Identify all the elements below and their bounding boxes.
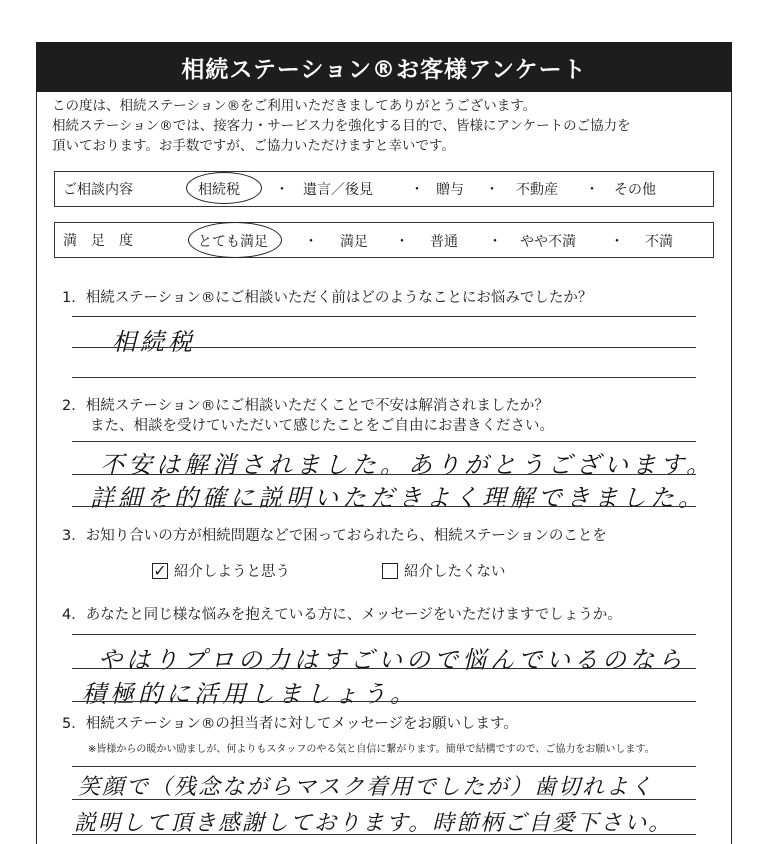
consultation-option-other[interactable]: その他 bbox=[614, 182, 656, 198]
answer-4-line-2: 積極的に活用しましょう。 bbox=[82, 680, 418, 708]
question-2-sub: また、相談を受けていただいて感じたことをご自由にお書きください。 bbox=[90, 418, 554, 434]
satisfaction-option-somewhat-dissatisfied[interactable]: やや不満 bbox=[520, 234, 576, 250]
question-5-note: ※皆様からの暖かい励ましが、何よりもスタッフのやる気と自信に繋がります。簡単で結構ですので、ご協力をお願いします。 bbox=[88, 744, 655, 755]
satisfaction-option-very-satisfied[interactable]: とても満足 bbox=[198, 234, 268, 250]
answer-line bbox=[72, 377, 696, 378]
consultation-option-inheritance-tax[interactable]: 相続税 bbox=[198, 182, 240, 198]
intro-text bbox=[52, 96, 722, 156]
question-3: 3．お知り合いの方が相続問題などで困っておられたら、相続ステーションのことを bbox=[62, 528, 607, 544]
separator-dot: ・ bbox=[488, 234, 502, 250]
intro-line-3: 頂いております。お手数ですが、ご協力いただけますと幸いです。 bbox=[52, 138, 455, 154]
answer-4-line-1: やはりプロの力はすごいので悩んでいるのなら bbox=[98, 646, 686, 674]
separator-dot: ・ bbox=[610, 234, 624, 250]
answer-line bbox=[72, 799, 696, 800]
question-2: 2．相続ステーション®にご相談いただくことで不安は解消されましたか？ bbox=[62, 398, 549, 414]
answer-line bbox=[72, 668, 696, 669]
satisfaction-option-satisfied[interactable]: 満足 bbox=[340, 234, 368, 250]
separator-dot: ・ bbox=[585, 182, 599, 198]
intro-line-1: この度は、相続ステーション®をご利用いただきましてありがとうございます。 bbox=[52, 98, 537, 114]
answer-line bbox=[72, 347, 696, 348]
answer-line bbox=[72, 834, 696, 835]
satisfaction-option-dissatisfied[interactable]: 不満 bbox=[645, 234, 673, 250]
consultation-option-will[interactable]: 遺言／後見 bbox=[303, 182, 373, 198]
answer-5-line-1: 笑顔で（残念ながらマスク着用でしたが）歯切れよく bbox=[78, 775, 655, 800]
answer-line bbox=[72, 701, 696, 702]
answer-2-line-1: 不安は解消されました。ありがとうございます。 bbox=[100, 451, 715, 479]
question-5: 5．相続ステーション®の担当者に対してメッセージをお願いします。 bbox=[62, 716, 518, 732]
checkbox-empty-icon[interactable] bbox=[382, 563, 398, 579]
separator-dot: ・ bbox=[410, 182, 424, 198]
satisfaction-option-normal[interactable]: 普通 bbox=[430, 234, 458, 250]
answer-line bbox=[72, 766, 696, 767]
answer-line bbox=[72, 474, 696, 475]
consultation-option-gift[interactable]: 贈与 bbox=[436, 182, 464, 198]
answer-5-line-2: 説明して頂き感謝しております。時節柄ご自愛下さい。 bbox=[74, 811, 673, 836]
intro-line-2: 相続ステーション®では、接客力・サービス力を強化する目的で、皆様にアンケートのご協力を bbox=[52, 118, 631, 134]
q3-option-yes-label: 紹介しようと思う bbox=[174, 564, 290, 580]
consultation-type-label: ご相談内容 bbox=[63, 182, 133, 198]
answer-line bbox=[72, 506, 696, 507]
answer-line bbox=[72, 441, 696, 442]
answer-line bbox=[72, 634, 696, 635]
checkbox-checked-icon[interactable]: ✓ bbox=[153, 560, 167, 580]
q3-option-yes[interactable] bbox=[152, 560, 290, 581]
answer-1-handwriting: 相続税 bbox=[112, 328, 196, 356]
separator-dot: ・ bbox=[395, 234, 409, 250]
separator-dot: ・ bbox=[485, 182, 499, 198]
separator-dot: ・ bbox=[275, 182, 289, 198]
q3-option-no-label: 紹介したくない bbox=[404, 564, 506, 580]
answer-2-line-2: 詳細を的確に説明いただきよく理解できました。 bbox=[90, 484, 706, 512]
question-4: 4．あなたと同じ様な悩みを抱えている方に、メッセージをいただけますでしょうか。 bbox=[62, 607, 622, 623]
survey-title: 相続ステーション®お客様アンケート bbox=[36, 42, 732, 92]
consultation-option-real-estate[interactable]: 不動産 bbox=[516, 182, 558, 198]
question-1: 1．相続ステーション®にご相談いただく前はどのようなことにお悩みでしたか？ bbox=[62, 290, 593, 306]
satisfaction-label: 満 足 度 bbox=[63, 233, 133, 249]
separator-dot: ・ bbox=[304, 234, 318, 250]
answer-line bbox=[72, 316, 696, 317]
q3-option-no[interactable] bbox=[382, 560, 506, 581]
